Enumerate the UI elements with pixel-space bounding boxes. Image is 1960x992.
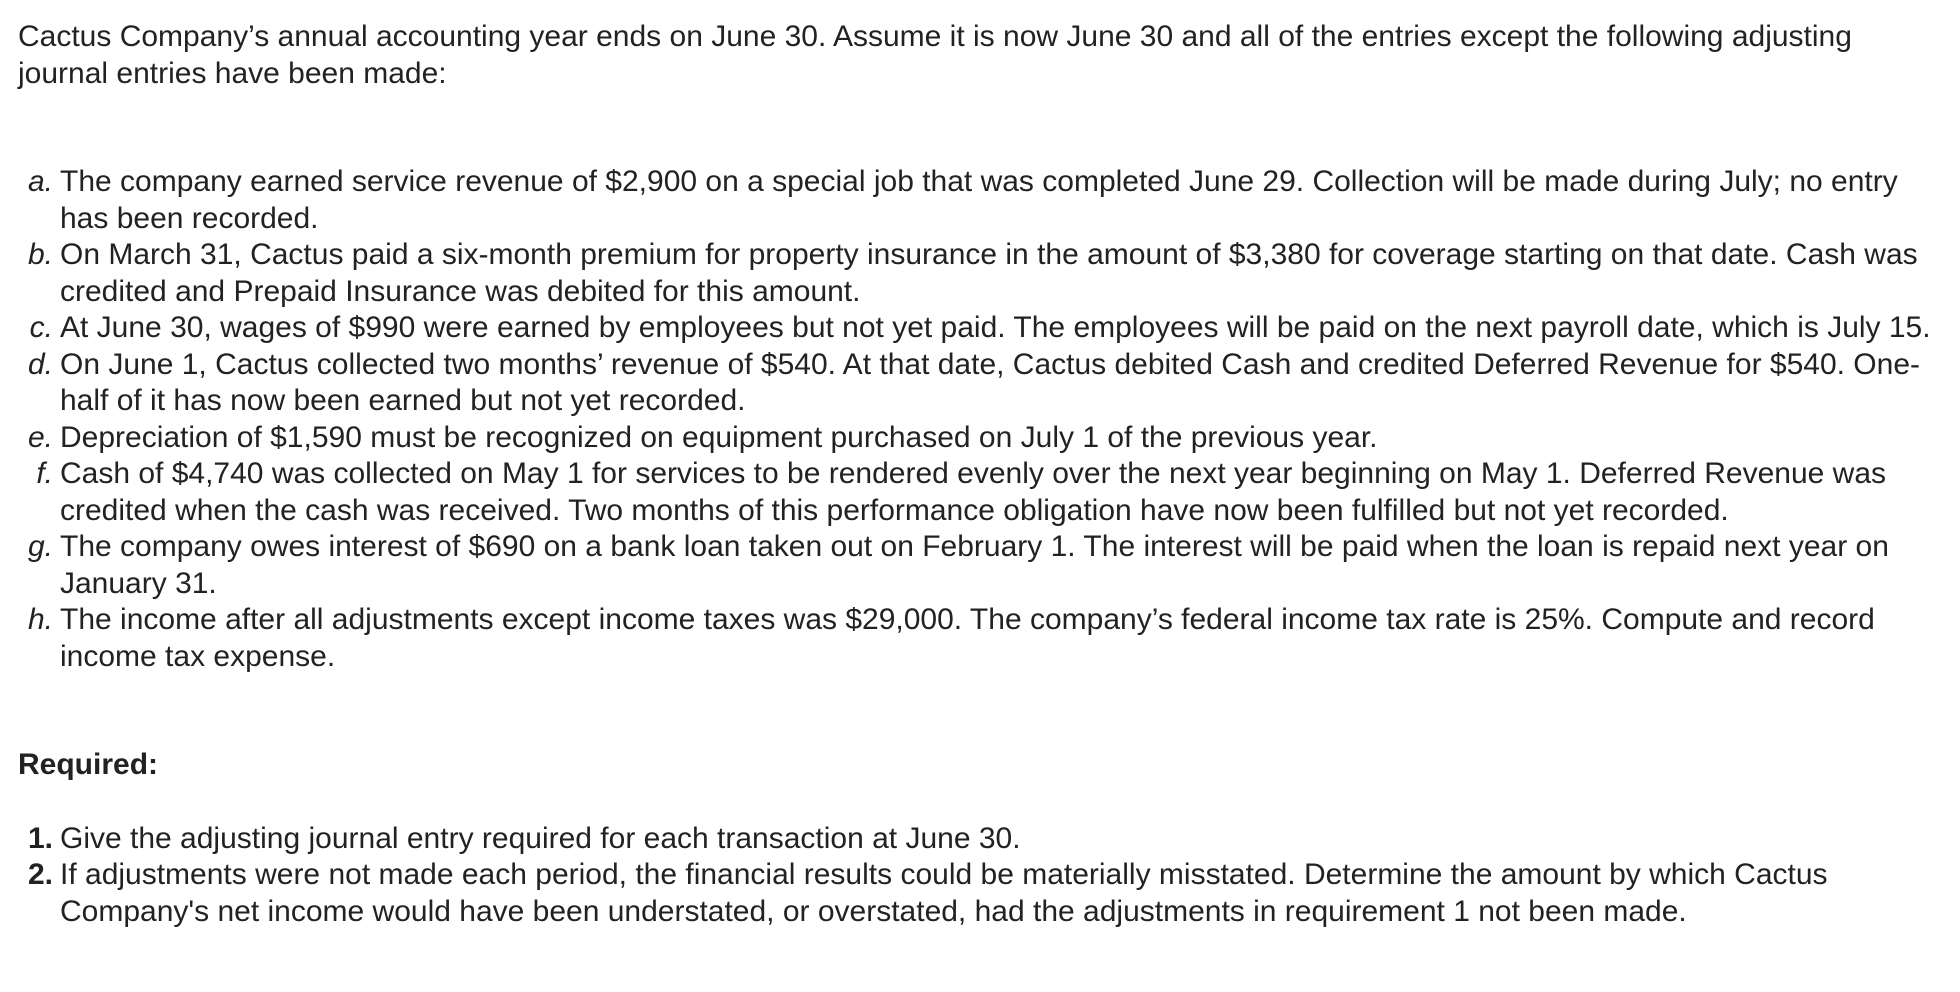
item-text: The company earned service revenue of $2,900 on a special job that was completed June 29. Collection will be made during July; no entry has been recorded.: [60, 165, 1898, 235]
requirement-item-1: [18, 821, 1960, 858]
transaction-item-a: [18, 164, 1960, 237]
item-marker: f.: [36, 457, 53, 490]
intro-paragraph: Cactus Company’s annual accounting year ends on June 30. Assume it is now June 30 and all of the entries except the following adjusting journal entries have been made:: [18, 20, 1852, 90]
item-text: Depreciation of $1,590 must be recognized on equipment purchased on July 1 of the previous year.: [60, 420, 1378, 454]
requirement-list: [18, 821, 1960, 931]
item-text: The income after all adjustments except income taxes was $29,000. The company’s federal income tax rate is 25%. Compute and record income tax expense.: [60, 603, 1875, 673]
item-marker: e.: [27, 420, 53, 454]
item-marker: a.: [27, 165, 53, 198]
item-marker: c.: [29, 311, 53, 344]
transaction-item-c: [18, 310, 1960, 347]
item-marker: d.: [27, 347, 53, 381]
transaction-item-d: [18, 347, 1960, 420]
item-text: At June 30, wages of $990 were earned by employees but not yet paid. The employees will be paid on the next payroll date, which is July 15.: [60, 311, 1931, 344]
requirement-number: 1.: [27, 821, 53, 855]
transaction-item-f: [18, 456, 1960, 529]
item-marker: g.: [27, 530, 53, 563]
transaction-item-g: [18, 529, 1960, 602]
transaction-list: [18, 164, 1960, 675]
transaction-item-b: [18, 237, 1960, 310]
requirement-text: If adjustments were not made each period, the financial results could be materially misstated. Determine the amount by which Cactus Company's net income would have been understated, or overstated, had the adjustments in requirement 1 not been made.: [60, 858, 1828, 928]
item-text: The company owes interest of $690 on a bank loan taken out on February 1. The interest will be paid when the loan is repaid next year on January 31.: [60, 530, 1889, 600]
item-text: Cash of $4,740 was collected on May 1 for services to be rendered evenly over the next year beginning on May 1. Deferred Revenue was credited when the cash was received. Two months of this performance obligation have now been fulfilled but not yet recorded.: [60, 457, 1887, 527]
required-heading: Required:: [18, 748, 159, 781]
item-text: On June 1, Cactus collected two months’ revenue of $540. At that date, Cactus debited Cash and credited Deferred Revenue for $540. One-half of it has now been earned but not yet recorded.: [60, 347, 1920, 417]
item-marker: h.: [27, 603, 53, 636]
requirement-text: Give the adjusting journal entry required for each transaction at June 30.: [60, 821, 1021, 855]
requirement-item-2: [18, 857, 1960, 930]
item-text: On March 31, Cactus paid a six-month premium for property insurance in the amount of $3,380 for coverage starting on that date. Cash was credited and Prepaid Insurance was debited for this amount.: [60, 238, 1918, 308]
requirement-number: 2.: [27, 858, 53, 891]
transaction-item-h: [18, 602, 1960, 675]
item-marker: b.: [27, 238, 53, 271]
transaction-item-e: [18, 420, 1960, 457]
